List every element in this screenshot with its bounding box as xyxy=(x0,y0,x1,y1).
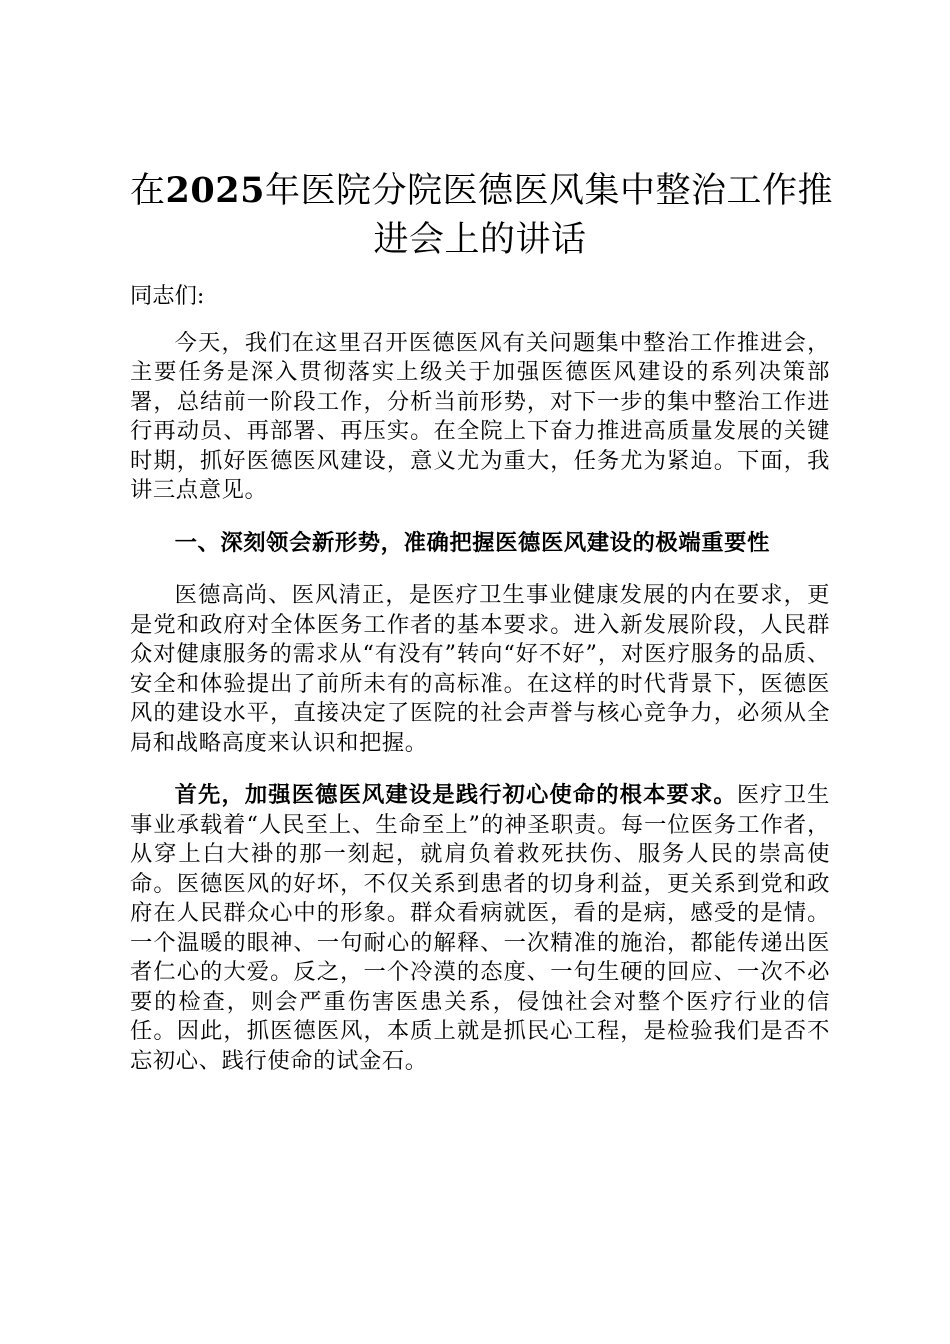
title-prefix: 在 xyxy=(130,171,166,211)
paragraph-first-point xyxy=(130,781,830,1076)
document-page xyxy=(130,166,833,1076)
document-title xyxy=(130,166,833,265)
title-year: 2025 xyxy=(165,170,265,211)
paragraph-first-point-body: 医疗卫生事业承载着“人民至上、生命至上”的神圣职责。每一位医务工作者，从穿上白大褂的那一刻起，就肩负着救死扶伤、服务人民的崇高使命。医德医风的好坏，不仅关系到患者的切身利益，更关系到党和政府在人民群众心中的形象。群众看病就医，看的是病，感受的是情。一个温暖的眼神、一句耐心的解释、一次精准的施治，都能传递出医者仁心的大爱。反之，一个冷漠的态度、一句生硬的回应、一次不必要的检查，则会严重伤害医患关系，侵蚀社会对整个医疗行业的信任。因此，抓医德医风，本质上就是抓民心工程，是检验我们是否不忘初心、践行使命的试金石。 xyxy=(130,782,831,1074)
salutation: 同志们: xyxy=(130,283,205,309)
section-heading-1: 一、深刻领会新形势，准确把握医德医风建设的极端重要性 xyxy=(174,529,770,556)
title-line-2: 进会上的讲话 xyxy=(373,220,587,260)
paragraph-section-1: 医德高尚、医风清正，是医疗卫生事业健康发展的内在要求，更是党和政府对全体医务工作者的基本要求。进入新发展阶段，人民群众对健康服务的需求从“有没有”转向“好不好”，对医疗服务的品质、安全和体验提出了前所未有的高标准。在这样的时代背景下，医德医风的建设水平，直接决定了医院的社会声誉与核心竞争力，必须从全局和战略高度来认识和把握。 xyxy=(130,582,830,756)
title-rest: 年医院分院医德医风集中整治工作推 xyxy=(264,171,833,211)
paragraph-lead-sentence: 首先，加强医德医风建设是践行初心使命的根本要求。 xyxy=(174,782,737,808)
title-line-1 xyxy=(130,166,833,216)
paragraph-intro: 今天，我们在这里召开医德医风有关问题集中整治工作推进会，主要任务是深入贯彻落实上级关于加强医德医风建设的系列决策部署，总结前一阶段工作，分析当前形势，对下一步的集中整治工作进行再动员、再部署、再压实。在全院上下奋力推进高质量发展的关键时期，抓好医德医风建设，意义尤为重大，任务尤为紧迫。下面，我讲三点意见。 xyxy=(130,329,830,503)
